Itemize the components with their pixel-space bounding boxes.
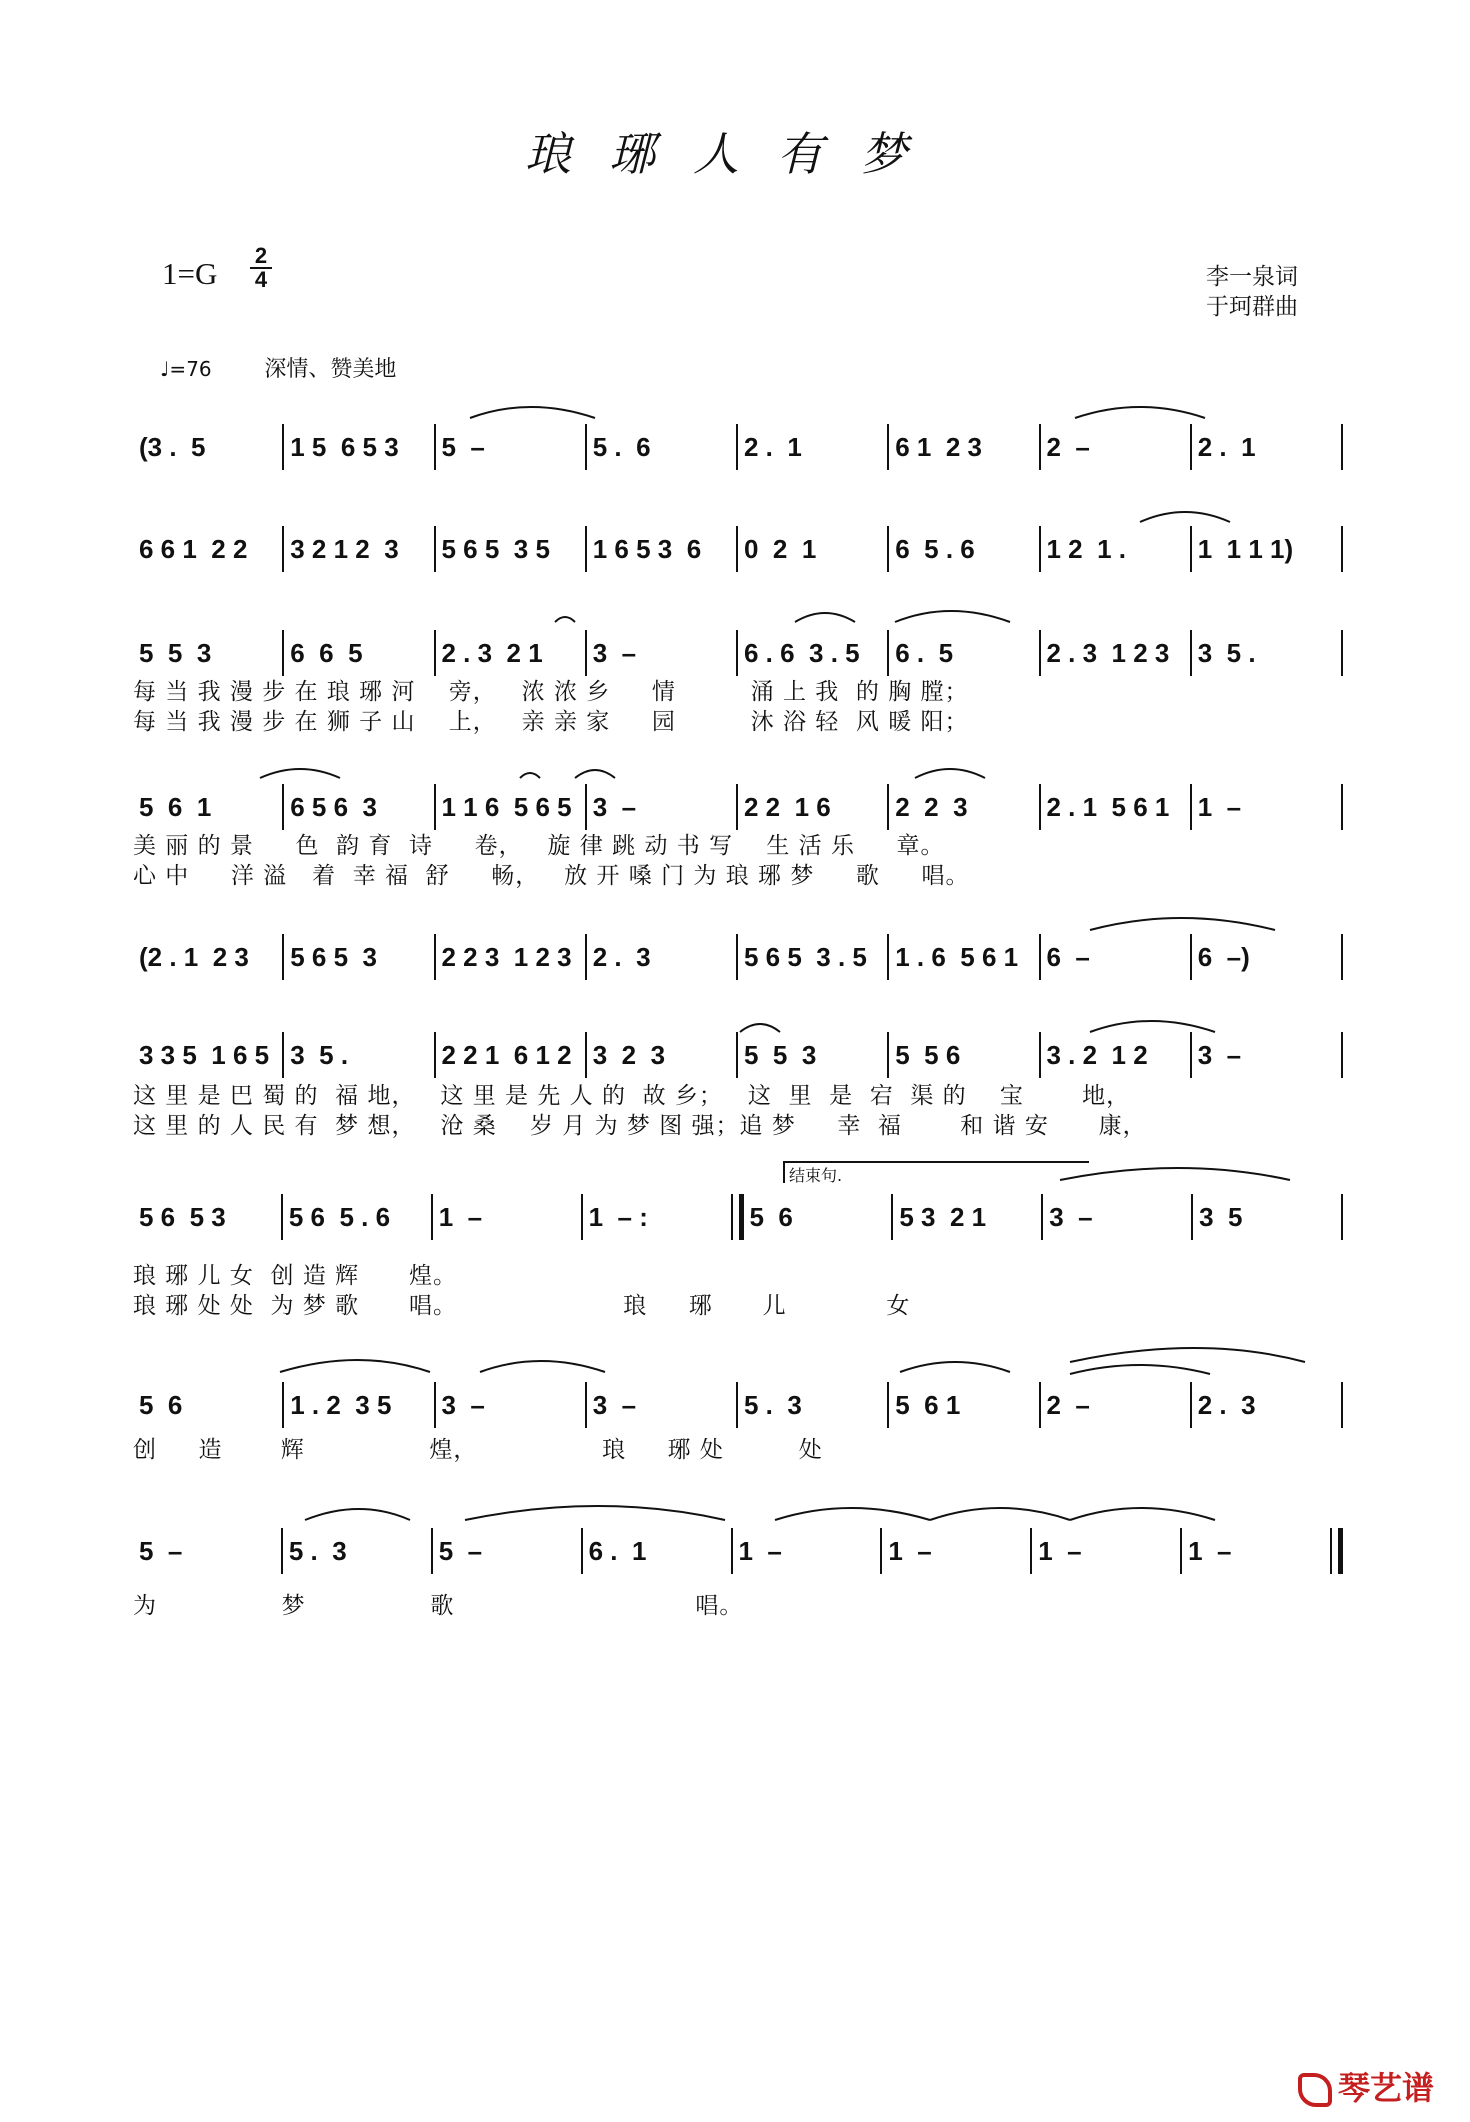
measure: 1 1 6 5 6 5: [441, 792, 572, 822]
measure: (2 . 1 2 3: [139, 942, 249, 972]
measure: 6 –): [1197, 942, 1250, 972]
measure: 5 6 1: [895, 1390, 961, 1420]
system-2: [133, 532, 1343, 622]
lyric-line-verse-2: 每 当 我 漫 步 在 狮 子 山 上， 亲 亲 家 园 沐 浴 轻 风 暖 阳；: [133, 709, 969, 735]
lyric-line: 创 造 辉 煌， 琅 琊 处 处: [133, 1437, 823, 1463]
key-signature: 1=G: [162, 256, 218, 291]
measure: 6 –: [1046, 942, 1090, 972]
measure: 5 6 5 3: [139, 1202, 226, 1232]
lyric-line-verse-2: 琅 琊 处 处 为 梦 歌 唱。 琅 琊 儿 女: [133, 1293, 911, 1319]
measure: 2 2 1 6 1 2: [441, 1040, 572, 1070]
measure: 2 . 3 2 1: [441, 638, 543, 668]
measure: 1 –: [888, 1536, 932, 1566]
measure: 5 6 5 3 . 5: [744, 942, 867, 972]
measure: 3 5 .: [1197, 638, 1256, 668]
logo-text: 琴艺谱: [1338, 2069, 1435, 2107]
lyric-line-verse-1: 美 丽 的 景 色 韵 育 诗 卷， 旋 律 跳 动 书 写 生 活 乐 章。: [133, 833, 945, 859]
measure: 1 2 1 .: [1046, 534, 1126, 564]
lyric-line-verse-1: 每 当 我 漫 步 在 琅 琊 河 旁， 浓 浓 乡 情 涌 上 我 的 胸 膛；: [133, 679, 969, 705]
measure: 5 . 6: [592, 432, 651, 462]
measure: 0 2 1: [744, 534, 817, 564]
measure: 2 2 3: [895, 792, 968, 822]
measure: 5 –: [441, 432, 485, 462]
system-5: [133, 940, 1343, 1030]
measure: 5 6 1: [139, 792, 212, 822]
measure: 6 1 2 3: [895, 432, 982, 462]
tempo-value: ♩=76: [160, 357, 212, 381]
measure: 1 –: [738, 1536, 782, 1566]
measure: 2 . 1: [744, 432, 802, 462]
measure: 6 6 1 2 2: [139, 534, 248, 564]
measure: 2 . 1: [1197, 432, 1256, 462]
measure: 6 . 5: [895, 638, 954, 668]
lyric-line-verse-1: 琅 琊 儿 女 创 造 辉 煌。: [133, 1263, 458, 1289]
measure: 3 –: [1049, 1202, 1093, 1232]
measure: 1 –: [1197, 792, 1242, 822]
time-signature: [250, 243, 272, 292]
lyric-line-verse-2: 心 中 洋 溢 着 幸 福 舒 畅， 放 开 嗓 门 为 琅 琊 梦 歌 唱。: [133, 863, 970, 889]
measure: 1 – :: [588, 1202, 648, 1232]
measure: 6 . 1: [588, 1536, 647, 1566]
lyric-line-verse-1: 这 里 是 巴 蜀 的 福 地， 这 里 是 先 人 的 故 乡； 这 里 是 宕 渠 的 宝 地，: [133, 1083, 1131, 1109]
measure: 1 –: [438, 1202, 483, 1232]
measure: 6 6 5: [290, 638, 363, 668]
measure: 2 –: [1046, 432, 1090, 462]
measure: 3 –: [592, 1390, 637, 1420]
measure: 3 5: [1199, 1202, 1243, 1232]
measure: 2 . 1 5 6 1: [1046, 792, 1170, 822]
measure: 5 6 5 3: [290, 942, 377, 972]
lyric-line-verse-2: 这 里 的 人 民 有 梦 想， 沧 桑 岁 月 为 梦 图 强；追 梦 幸 福 和 谐 安 康，: [133, 1113, 1147, 1139]
measure: 6 5 6 3: [290, 792, 377, 822]
expression-marking: 深情、赞美地: [264, 357, 397, 382]
measure: 2 2 1 6: [744, 792, 831, 822]
measure: 2 –: [1046, 1390, 1090, 1420]
measure: 5 3 2 1: [899, 1202, 987, 1232]
measure: 5 5 3: [139, 638, 212, 668]
measure: (3 . 5: [139, 432, 206, 462]
logo-icon: [1298, 2073, 1332, 2107]
time-signature-bottom: 4: [254, 267, 268, 292]
measure: 5 6: [139, 1390, 183, 1420]
lyricist-credit: 李一泉词: [1206, 264, 1298, 290]
measure: 5 . 3: [288, 1536, 347, 1566]
measure: 2 2 3 1 2 3: [441, 942, 572, 972]
measure: 5 –: [139, 1536, 183, 1566]
measure: 2 . 3 1 2 3: [1046, 638, 1170, 668]
measure: 1 . 6 5 6 1: [895, 942, 1019, 972]
lyric-line: 为 梦 歌 唱。: [133, 1593, 744, 1619]
measure: 5 . 3: [744, 1390, 802, 1420]
measure: 2 . 3: [592, 942, 651, 972]
site-logo: [1298, 2063, 1434, 2109]
measure: 1 . 2 3 5: [290, 1390, 392, 1420]
song-title: 琅琊人有梦: [525, 127, 945, 181]
tempo-marking: [160, 352, 396, 383]
measure: 1 1 1 1): [1197, 534, 1294, 564]
measure: 3 3 5 1 6 5: [139, 1040, 270, 1070]
measure: 2 . 3: [1197, 1390, 1256, 1420]
measure: 3 –: [441, 1390, 485, 1420]
measure: 1 –: [1038, 1536, 1082, 1566]
measure: 3 2 1 2 3: [290, 534, 399, 564]
measure: 1 6 5 3 6: [592, 534, 702, 564]
measure: 6 . 6 3 . 5: [744, 638, 860, 668]
measure: 5 6 5 3 5: [441, 534, 550, 564]
measure: 3 2 3: [592, 1040, 666, 1070]
measure: 5 6 5 . 6: [288, 1202, 391, 1232]
measure: 5 6: [749, 1202, 793, 1232]
measure: 3 . 2 1 2: [1046, 1040, 1148, 1070]
time-signature-top: 2: [254, 243, 268, 268]
measure: 5 –: [438, 1536, 483, 1566]
measure: 1 5 6 5 3: [290, 432, 399, 462]
measure: 3 –: [592, 792, 637, 822]
system-1: [133, 430, 1343, 520]
measure: 3 –: [1197, 1040, 1242, 1070]
measure: 5 5 3: [744, 1040, 817, 1070]
measure: 5 5 6: [895, 1040, 961, 1070]
measure: 3 –: [592, 638, 637, 668]
composer-credit: 于珂群曲: [1206, 294, 1298, 320]
measure: 3 5 .: [290, 1040, 349, 1070]
measure: 6 5 . 6: [895, 534, 975, 564]
ending-bracket: 结束句.: [783, 1161, 1089, 1183]
measure: 1 –: [1188, 1536, 1232, 1566]
